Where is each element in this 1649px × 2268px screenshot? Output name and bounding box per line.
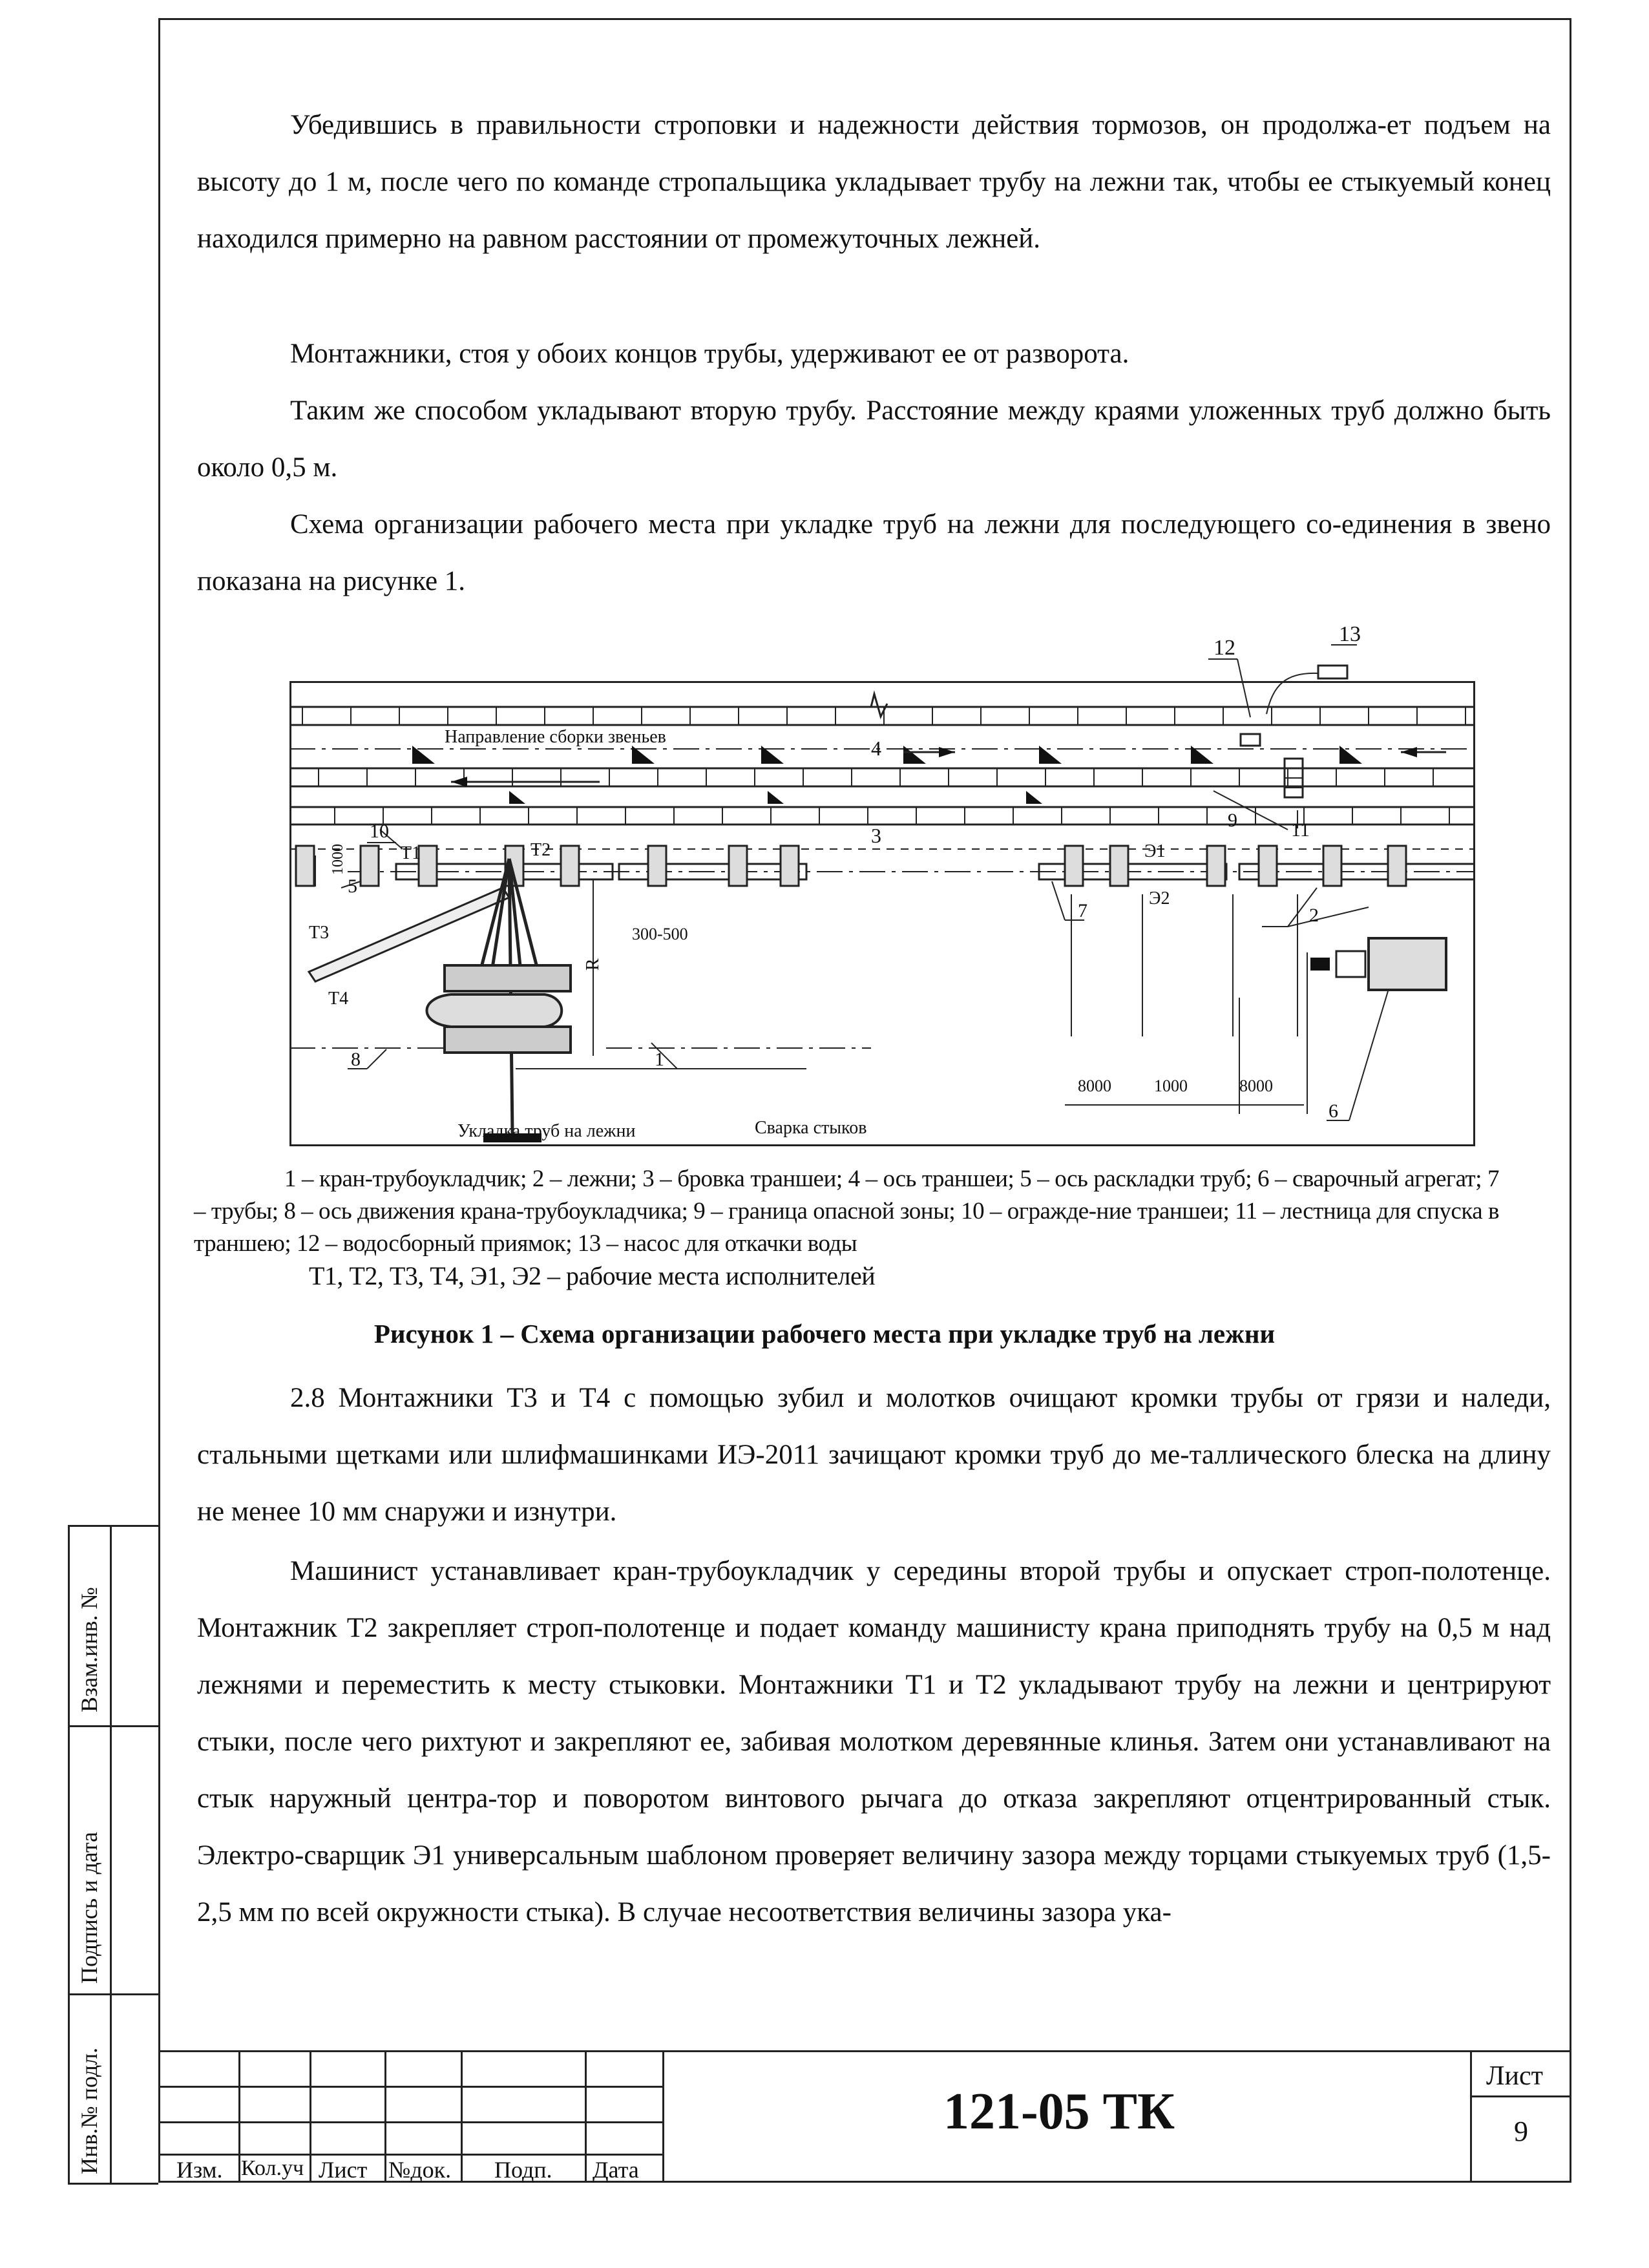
label-dim-8000-a: 8000 — [1078, 1076, 1111, 1095]
label-8: 8 — [351, 1049, 361, 1070]
label-dim-300-500: 300-500 — [632, 925, 688, 943]
label-11: 11 — [1291, 819, 1310, 841]
paragraph-6 — [197, 1543, 1551, 1941]
paragraph-2-text: Монтажники, стоя у обоих концов трубы, удерживают ее от разворота. — [290, 339, 1129, 369]
tb-list: Лист — [319, 2157, 368, 2183]
label-3: 3 — [871, 824, 881, 847]
tb-podp: Подп. — [494, 2157, 552, 2183]
legend-workplaces: Т1, Т2, Т3, Т4, Э1, Э2 – рабочие места исполнителей — [309, 1261, 876, 1290]
tb-kol-uch: Кол.уч — [241, 2156, 304, 2180]
title-block — [158, 2050, 1571, 2183]
paragraph-5-text: 2.8 Монтажники Т3 и Т4 с помощью зубил и молотков очищают кромки трубы от грязи и наледи, стальными щетками или шлифмашинками ИЭ-2011 зачищают кромки труб до ме-таллического блеска на длину не менее 10 мм снаружи и изнутри. — [197, 1383, 1551, 1527]
stamp-signature-date: Подпись и дата — [76, 1832, 102, 1984]
label-dim-1000-v: 1000 — [330, 844, 346, 875]
label-1: 1 — [655, 1049, 664, 1070]
label-2: 2 — [1309, 905, 1319, 926]
label-laying: Укладка труб на лежни — [457, 1121, 636, 1141]
paragraph-6-text: Машинист устанавливает кран-трубоукладчик у середины второй трубы и опускает строп-полотенце. Монтажник Т2 закрепляет строп-полотенце и подает команду машинисту крана приподнять трубу на 0,5 м над лежнями и переместить к месту стыковки. Монтажники Т1 и Т2 укладывают трубу на лежни и центрируют стыки, после чего рихтуют и закрепляют ее, забивая молотком деревянные клинья. Затем они устанавливают на стык наружный центра-тор и поворотом винтового рычага до отказа закрепляют отцентрированный стык. Электро-сварщик Э1 универсальным шаблоном проверяет величину зазора между торцами стыкуемых труб (1,5-2,5 мм по всей окружности стыка). В случае несоответствия величины зазора ука- — [197, 1556, 1551, 1927]
stamp-original-inv: Инв.№ подл. — [76, 2047, 102, 2174]
label-5: 5 — [348, 876, 357, 897]
sheet-number: 9 — [1514, 2116, 1528, 2147]
label-t3: Т3 — [309, 923, 330, 943]
label-7: 7 — [1078, 900, 1087, 921]
label-12: 12 — [1213, 636, 1235, 660]
side-stamp — [68, 1525, 158, 2183]
label-6: 6 — [1329, 1100, 1338, 1122]
tb-izm: Изм. — [176, 2157, 223, 2183]
sheet-label: Лист — [1486, 2061, 1543, 2091]
label-dim-r: R — [583, 958, 603, 971]
document-code: 121-05 ТК — [943, 2083, 1175, 2140]
paragraph-3-text: Таким же способом укладывают вторую трубу. Расстояние между краями уложенных труб должно быть около 0,5 м. — [197, 395, 1551, 483]
label-4: 4 — [871, 737, 881, 760]
label-t1: Т1 — [401, 843, 421, 863]
label-welding: Сварка стыков — [755, 1118, 867, 1138]
label-dim-1000: 1000 — [1154, 1076, 1188, 1095]
figure-title: Рисунок 1 – Схема организации рабочего места при укладке труб на лежни — [373, 1319, 1276, 1349]
label-13: 13 — [1339, 622, 1361, 646]
tb-data: Дата — [593, 2157, 639, 2183]
label-t2: Т2 — [530, 840, 551, 860]
label-10: 10 — [370, 821, 389, 842]
label-t4: Т4 — [328, 989, 349, 1009]
stamp-replacement-inv: Взам.инв. № — [76, 1587, 102, 1712]
label-dim-8000-b: 8000 — [1239, 1076, 1273, 1095]
label-e2: Э2 — [1149, 888, 1170, 908]
site-plan — [289, 681, 1475, 1146]
legend-items: 1 – кран-трубоукладчик; 2 – лежни; 3 – бровка траншеи; 4 – ось траншеи; 5 – ось раскладки труб; 6 – сварочный агрегат; 7 – трубы; 8 – ось движения крана-трубоукладчика; 9 – граница опасной зоны; 10 – огражде-ние траншеи; 11 – лестница для спуска в траншею; 12 – водосборный приямок; 13 – насос для откачки воды — [194, 1166, 1499, 1257]
label-9: 9 — [1228, 810, 1237, 831]
tb-n-dok: №док. — [388, 2157, 452, 2183]
label-e1: Э1 — [1144, 841, 1166, 861]
label-direction: Направление сборки звеньев — [445, 727, 666, 747]
paragraph-4-text: Схема организации рабочего места при укладке труб на лежни для последующего со-единения в звено показана на рисунке 1. — [197, 509, 1551, 596]
paragraph-5 — [197, 1370, 1551, 1540]
figure-legend — [194, 1163, 1499, 1292]
paragraph-1-text: Убедившись в правильности строповки и надежности действия тормозов, он продолжа-ет подъем на высоту до 1 м, после чего по команде стропальщика укладывает трубу на лежни так, чтобы ее стыкуемый конец находился примерно на равном расстоянии от промежуточных лежней. — [197, 110, 1551, 254]
